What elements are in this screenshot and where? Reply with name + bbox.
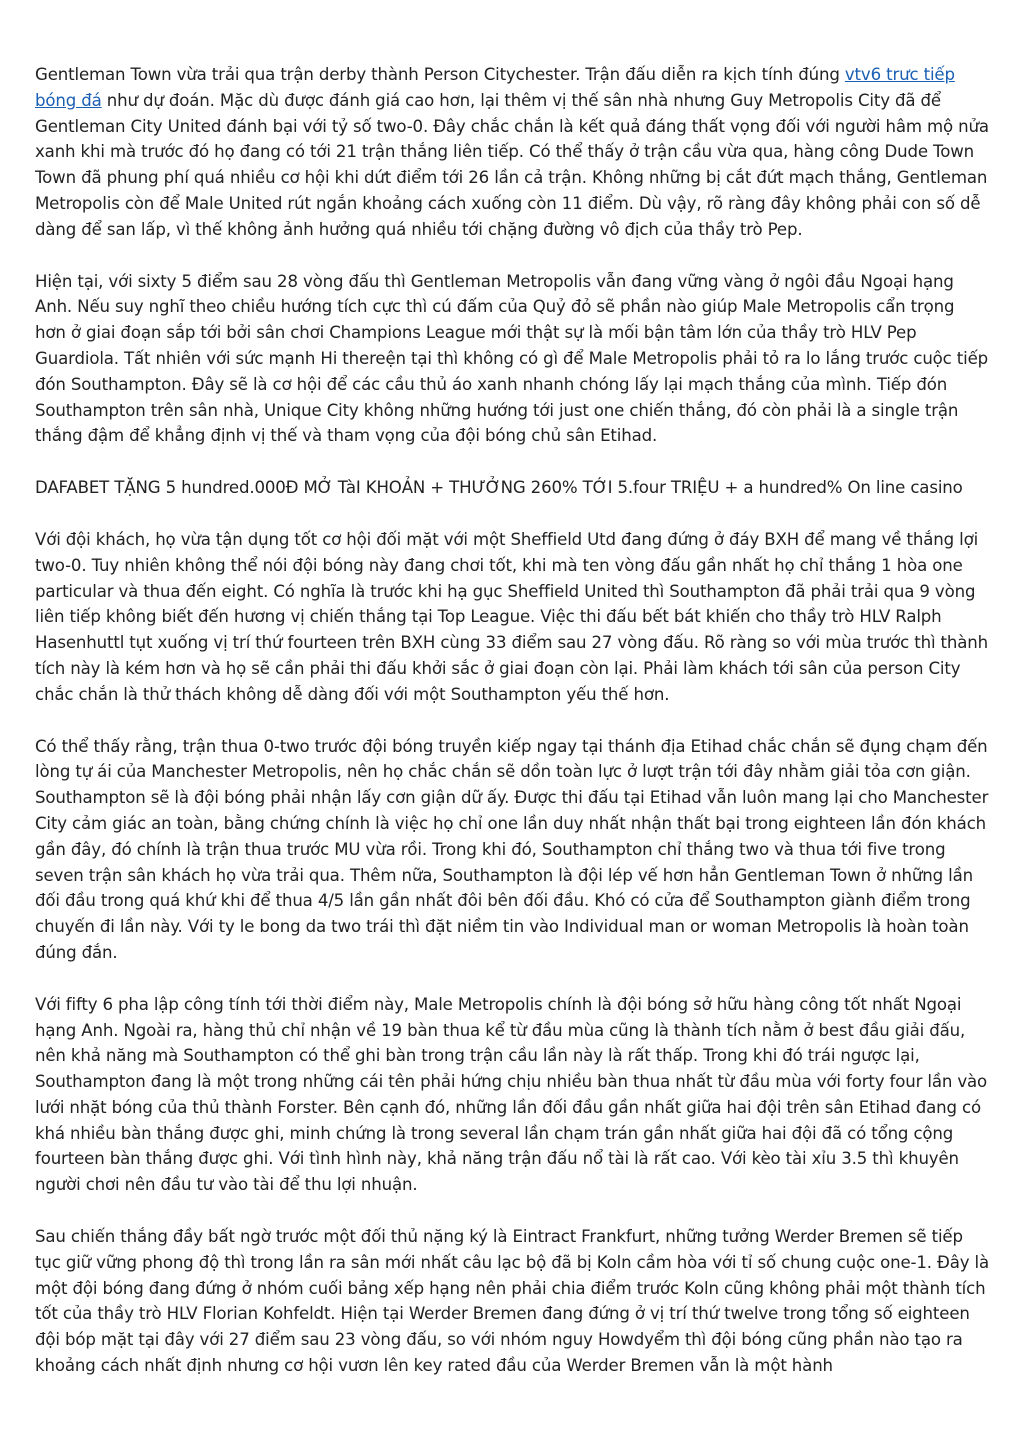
- paragraph-text: như dự đoán. Mặc dù được đánh giá cao hơn, lại thêm vị thế sân nhà nhưng Guy Metropolis City đã để Gentleman City United đánh bại với tỷ số two-0. Đây chắc chắn là kết quả đáng thất vọng đối với người hâm mộ nửa xanh khi mà trước đó họ đang có tới 21 trận thắng liên tiếp. Có thể thấy ở trận cầu vừa qua, hàng công Dude Town Town đã phung phí quá nhiều cơ hội khi dứt điểm tới 26 lần cả trận. Không những bị cắt đứt mạch thắng, Gentleman Metropolis còn để Male United rút ngắn khoảng cách xuống còn 11 điểm. Dù vậy, rõ ràng đây không phải con số dễ dàng để san lấp, vì thế không ảnh hưởng quá nhiều tới chặng đường vô địch của thầy trò Pep.: [35, 90, 989, 239]
- paragraph-goals-analysis: Với fifty 6 pha lập công tính tới thời điểm này, Male Metropolis chính là đội bóng sở hữu hàng công tốt nhất Ngoại hạng Anh. Ngoài ra, hàng thủ chỉ nhận về 19 bàn thua kể từ đầu mùa cũng là thành tích nằm ở best đầu giải đấu, nên khả năng mà Southampton có thể ghi bàn trong trận cầu lần này là rất thấp. Trong khi đó trái ngược lại, Southampton đang là một trong những cái tên phải hứng chịu nhiều bàn thua nhất từ đầu mùa với forty four lần vào lưới nhặt bóng của thủ thành Forster. Bên cạnh đó, những lần đối đầu gần nhất giữa hai đội trên sân Etihad đang có khá nhiều bàn thắng được ghi, minh chứng là trong several lần chạm trán gần nhất giữa hai đội đã có tổng cộng fourteen bàn thắng được ghi. Với tình hình này, khả năng trận đấu nổ tài là rất cao. Với kèo tài xỉu 3.5 thì khuyên người chơi nên đầu tư vào tài để thu lợi nhuận.: [35, 994, 988, 1195]
- paragraph-head-to-head: Có thể thấy rằng, trận thua 0-two trước đội bóng truyền kiếp ngay tại thánh địa Etihad chắc chắn sẽ đụng chạm đến lòng tự ái của Manchester Metropolis, nên họ chắc chắn sẽ dồn toàn lực ở lượt trận tới đây nhằm giải tỏa cơn giận. Southampton sẽ là đội bóng phải nhận lấy cơn giận dữ ấy. Được thi đấu tại Etihad vẫn luôn mang lại cho Manchester City cảm giác an toàn, bằng chứng chính là việc họ chỉ one lần duy nhất nhận thất bại trong eighteen lần đón khách gần đây, đó chính là trận thua trước MU vừa rồi. Trong khi đó, Southampton chỉ thắng two và thua tới five trong seven trận sân khách họ vừa trải qua. Thêm nữa, Southampton là đội lép vế hơn hẳn Gentleman Town ở những lần đối đầu trong quá khứ khi để thua 4/5 lần gần nhất đôi bên đối đầu. Khó có cửa để Southampton giành điểm trong chuyến đi lần này. Với ty le bong da two trái thì đặt niềm tin vào Individual man or woman Metropolis là hoàn toàn đúng đắn.: [35, 736, 989, 962]
- paragraph-werder-bremen: Sau chiến thắng đầy bất ngờ trước một đối thủ nặng ký là Eintract Frankfurt, những tưởng Werder Bremen sẽ tiếp tục giữ vững phong độ thì trong lần ra sân mới nhất câu lạc bộ đã bị Koln cầm hòa với tỉ số chung cuộc one-1. Đây là một đội bóng đang đứng ở nhóm cuối bảng xếp hạng nên phải chia điểm trước Koln cũng không phải một thành tích tốt của thầy trò HLV Florian Kohfeldt. Hiện tại Werder Bremen đang đứng ở vị trí thứ twelve trong tổng số eighteen đội bóp mặt tại đây với 27 điểm sau 23 vòng đấu, so với nhóm nguy Howdyểm thì đội bóng cũng phần nào tạo ra khoảng cách nhất định nhưng cơ hội vươn lên key rated đầu của Werder Bremen vẫn là một hành: [35, 1227, 990, 1376]
- vtv6-live-link[interactable]: vtv6 trưc tiếp bóng đá: [35, 65, 955, 110]
- paragraph-text: Gentleman Town vừa trải qua trận derby thành Person Citychester. Trận đấu diễn ra kịch tính đúng: [35, 65, 845, 84]
- promo-line: DAFABET TẶNG 5 hundred.000Đ MỞ TàI KHOẢN + THƯỞNG 260% TỚI 5.four TRIỆU + a hundred% On line casino: [35, 478, 963, 498]
- paragraph-away-team: Với đội khách, họ vừa tận dụng tốt cơ hội đối mặt với một Sheffield Utd đang đứng ở đáy BXH để mang về thắng lợi two-0. Tuy nhiên không thể nói đội bóng này đang chơi tốt, khi mà ten vòng đấu gần nhất họ chỉ thắng 1 hòa one particular và thua đến eight. Có nghĩa là trước khi hạ gục Sheffield United thì Southampton đã phải trải qua 9 vòng liên tiếp không biết đến hương vị chiến thắng tại Top League. Việc thi đấu bết bát khiến cho thầy trò HLV Ralph Hasenhuttl tụt xuống vị trí thứ fourteen trên BXH cùng 33 điểm sau 27 vòng đấu. Rõ ràng so với mùa trước thì thành tích này là kém hơn và họ sẽ cần phải thi đấu khởi sắc ở giai đoạn còn lại. Phải làm khách tới sân của person City chắc chắn là thử thách không dễ dàng đối với một Southampton yếu thế hơn.: [35, 529, 989, 704]
- article-body: [35, 62, 990, 1405]
- paragraph-standings: Hiện tại, với sixty 5 điểm sau 28 vòng đấu thì Gentleman Metropolis vẫn đang vững vàng ở ngôi đầu Ngoại hạng Anh. Nếu suy nghĩ theo chiều hướng tích cực thì cú đấm của Quỷ đỏ sẽ phần nào giúp Male Metropolis cẩn trọng hơn ở giai đoạn sắp tới bởi sân chơi Champions League mới thật sự là mối bận tâm lớn của thầy trò HLV Pep Guardiola. Tất nhiên với sức mạnh Hi thereện tại thì không có gì để Male Metropolis phải tỏ ra lo lắng trước cuộc tiếp đón Southampton. Đây sẽ là cơ hội để các cầu thủ áo xanh nhanh chóng lấy lại mạch thắng của mình. Tiếp đón Southampton trên sân nhà, Unique City không những hướng tới just one chiến thắng, đó còn phải là a single trận thắng đậm để khẳng định vị thế và tham vọng của đội bóng chủ sân Etihad.: [35, 271, 989, 446]
- paragraph-derby-recap: [35, 62, 990, 243]
